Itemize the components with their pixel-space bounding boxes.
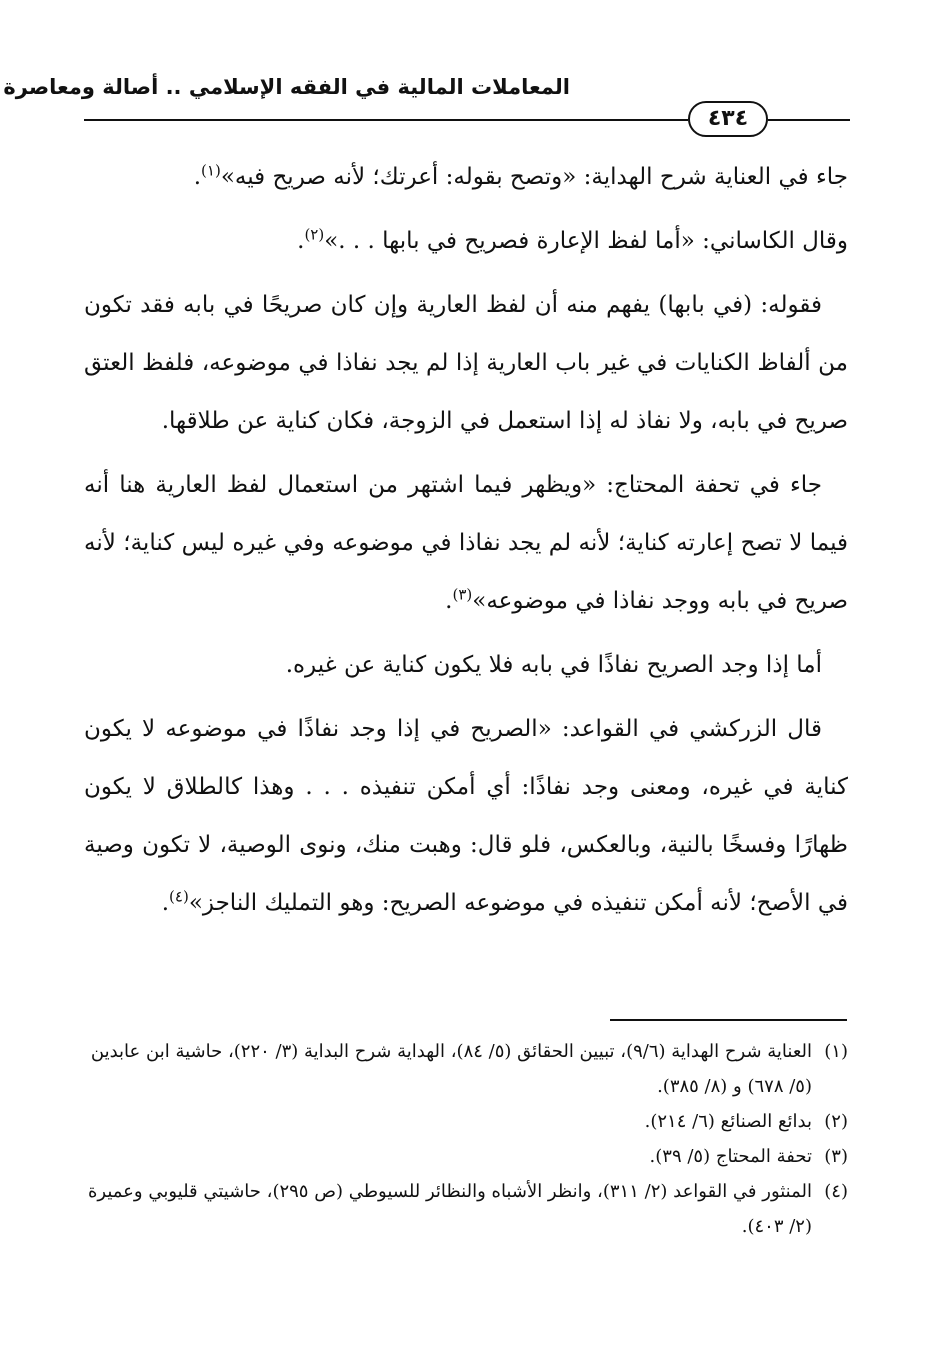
- footnote-mark: (٤): [824, 1181, 848, 1202]
- footnote-ref: (٢): [304, 225, 325, 244]
- paragraph: قال الزركشي في القواعد: «الصريح في إذا وجد نفاذًا في موضوعه لا يكون كناية في غيره، ومعنى وجد نفاذًا: أي أمكن تنفيذه . . . وهذا كالطلاق لا يكون ظهارًا وفسخًا بالنية، وبالعكس، فلو قال: وهبت منك، ونوى الوصية، لا تكون وصية في الأصح؛ لأنه أمكن تنفيذه في موضوعه الصريح: وهو التمليك الناجز»$^{(٤)}$.: [84, 716, 848, 916]
- paragraph: جاء في العناية شرح الهداية: «وتصح بقوله: أعرتك؛ لأنه صريح فيه»$^{(١)}$.: [193, 161, 848, 190]
- footnote-ref: (١): [201, 161, 221, 180]
- footnote-ref: (٣): [452, 585, 473, 604]
- page-number: ٤٣٤: [688, 101, 768, 137]
- footnote: (٣)تحفة المحتاج (٥/ ٣٩).: [84, 1139, 848, 1174]
- paragraph: فقوله: (في بابها) يفهم منه أن لفظ العارية وإن كان صريحًا في بابه فقد تكون من ألفاظ الكنايات في غير باب العارية إذا لم يجد نفاذا في موضوعه، فلفظ العتق صريح في بابه، ولا نفاذ له إذا استعمل في الزوجة، فكان كناية عن طلاقها.: [84, 292, 848, 434]
- main-text: [84, 148, 848, 938]
- footnote: (٢)بدائع الصنائع (٦/ ٢١٤).: [84, 1104, 848, 1139]
- paragraph: جاء في تحفة المحتاج: «ويظهر فيما اشتهر من استعمال لفظ العارية هنا أنه فيما لا تصح إعارته كناية؛ لأنه لم يجد نفاذا في موضوعه وفي غيره ليس كناية؛ لأنه صريح في بابه ووجد نفاذا في موضوعه»$^{(٣)}$.: [84, 472, 848, 614]
- footnote-mark: (٣): [824, 1146, 848, 1167]
- running-title: المعاملات المالية في الفقه الإسلامي .. أصالة ومعاصرة: [3, 75, 570, 99]
- footnote-mark: (١): [824, 1041, 848, 1062]
- paragraph: وقال الكاساني: «أما لفظ الإعارة فصريح في بابها . . .»$^{(٢)}$.: [297, 225, 848, 254]
- footnote: (١)العناية شرح الهداية (٩/٦)، تبيين الحقائق (٥/ ٨٤)، الهداية شرح البداية (٣/ ٢٢٠)، حاشية ابن عابدين (٥/ ٦٧٨) و (٨/ ٣٨٥).: [84, 1034, 848, 1104]
- footnote-mark: (٢): [824, 1111, 848, 1132]
- footnote-ref: (٤): [169, 887, 189, 906]
- footnotes: [84, 1034, 848, 1244]
- header-rule: [768, 119, 850, 121]
- header-rule: [84, 119, 688, 121]
- footnote: (٤)المنثور في القواعد (٢/ ٣١١)، وانظر الأشباه والنظائر للسيوطي (ص ٢٩٥)، حاشيتي قليوبي وعميرة (٢/ ٤٠٣).: [84, 1174, 848, 1244]
- footnote-separator: [610, 1019, 847, 1021]
- paragraph: أما إذا وجد الصريح نفاذًا في بابه فلا يكون كناية عن غيره.: [285, 652, 822, 678]
